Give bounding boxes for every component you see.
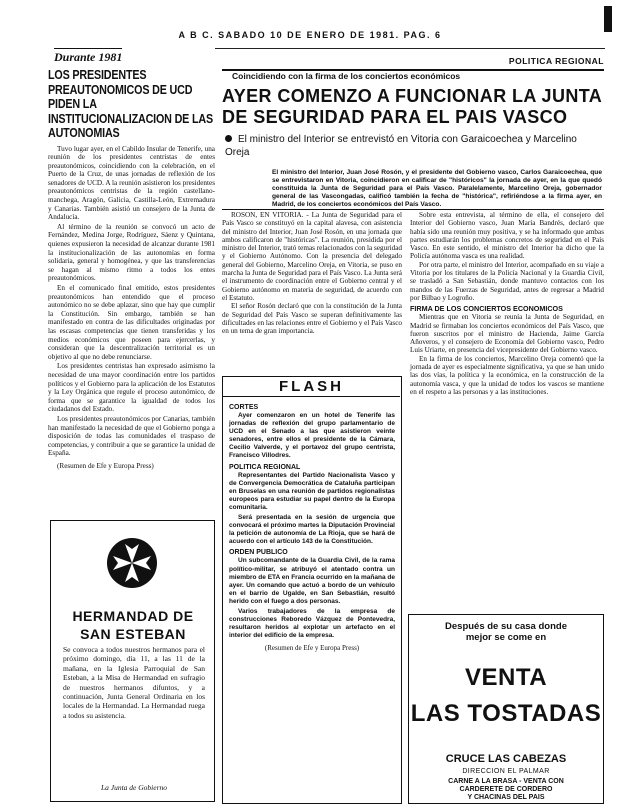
deck-text: El ministro del Interior se entrevistó en Vitoria con Garaicoechea y Marcelino Oreja (225, 134, 577, 158)
flash-body (229, 401, 395, 652)
paragraph: En el comunicado final emitido, estos presidentes preautonómicos han entendido que el proceso autonómico no se debe aplazar, sino que hay que cumplir la Constitución. Sin embargo, también se han manifestado en contra de las dificultades originadas por las escasas competencias que tienen transferidas y los medios económicos que poseen para ejercerlas, y consideran que la descentralización territorial es un objetivo al que no debe renunciarse. (48, 284, 215, 361)
conciertos-subhead: FIRMA DE LOS CONCIERTOS ECONOMICOS (410, 304, 563, 314)
left-article-kicker: Durante 1981 (54, 50, 123, 64)
paragraph: ROSON, EN VITORIA. - La Junta de Seguridad para el País Vasco se constituyó en la capital alavesa, con asistencia del ministro del Interior, Juan José Rosón, en una jornada que ambos calificaron de "históricas". La reunión, presidida por el ministro del Interior, trató temas relacionados con la seguridad y el Gobierno Autónomo. Con la presencia del delegado general del Gobierno, Marcelino Oreja, en Vitoria, se puso en marcha la Junta de Seguridad para el País Vasco. La Junta será el instrumento de coordinación entre el Gobierno central y el Gobierno autónomo en materia de seguridad, de acuerdo con el Estatuto. (222, 211, 402, 302)
flash-item: Varios trabajadores de la empresa de construcciones Reboredo Vázquez de Pontevedra, resultaron heridos al explotar un artefacto en el interior del edificio de la empresa. (229, 607, 395, 640)
venta-ad (408, 614, 604, 804)
ad-title: HERMANDAD DE SAN ESTEBAN (72, 608, 194, 642)
venta-line1: Después de su casa donde (445, 621, 567, 632)
flash-title: FLASH (223, 377, 400, 397)
paragraph: Los presidentes preautonómicos por Canarias, también han manifestado la necesidad de que el Gobierno ponga a disposición de todas las comunidades el traspaso de competencias, y contribuir a que se garantice la unidad de España. (48, 414, 215, 458)
paragraph: Mientras que en Vitoria se reunía la Junta de Seguridad, en Madrid se firmaban los conciertos económicos del País Vasco, que fueron suscritos por el ministro de Hacienda, Jaime García Añoveros, y el consejero de Economía del Gobierno vasco, Pedro Luis Uriarte, en presencia del vicepresidente del Gobierno vasco. (410, 313, 604, 355)
summary-rule (222, 209, 604, 210)
left-article-credit: (Resumen de Efe y Europa Press) (57, 461, 154, 470)
flash-item: Será presentada en la sesión de urgencia que convocará el próximo martes la Diputación Provincial la petición de autonomía de La Rioja, que se hará de acuerdo con el artículo 143 de la Constitución. (229, 514, 395, 546)
venta-word: VENTA (464, 664, 548, 691)
flash-credit: (Resumen de Efe y Europa Press) (264, 644, 360, 653)
venta-line2: mejor se come en (465, 632, 547, 643)
paragraph: El señor Rosón declaró que con la constitución de la Junta de Seguridad del País Vasco se superan definitivamente las dificultades en las relaciones entre el Gobierno y el País Vasco en un tema de gran importancia. (222, 302, 402, 336)
main-article-summary: El ministro del Interior, Juan José Rosón, y el presidente del Gobierno vasco, Carlos Garaicoechea, que se entrevistaron en Vitoria, coincidieron en calificar de "históricos" la jornada de ayer, en la que quedó constituida la Junta de Seguridad para el País Vasco. Paralelamente, Marcelino Oreja, gobernador general de las Vascongadas, calificó también la fecha de "histórica", refiriéndose a la firma ayer, en Madrid, de los conciertos económicos del País Vasco. (272, 169, 602, 208)
maltese-cross-icon (106, 537, 158, 589)
masthead: A B C. SABADO 10 DE ENERO DE 1981. PAG. 6 (178, 30, 442, 40)
main-article-deck (225, 134, 600, 159)
flash-item: Ayer comenzaron en un hotel de Tenerife las jornadas de reflexión del grupo parlamentario de UCD en el Senado a las que asistieron veinte senadores, entre ellos el presidente de la Cámara, Cecilio Valverde, y el portavoz del grupo centrista, Francisco Villodres. (229, 412, 395, 460)
ad-signature: La Junta de Gobierno (100, 783, 168, 792)
venta-ad-intro (409, 621, 603, 643)
venta-cruce: CRUCE LAS CABEZAS (445, 753, 567, 765)
paragraph: Al término de la reunión se convocó un acto de Fernández, Medina Jorge, Rodríguez, Sáenz y Quintana, quienes expusieron la necesidad de alcanzar durante 1981 la institucionalización de las autonomías en forma solidaria, general y homogénea, y que las transferencias se hagan al mismo ritmo a todos los entes preautonómicos. (48, 222, 215, 283)
flash-section-heading: POLITICA REGIONAL (229, 463, 301, 471)
flash-box (222, 376, 402, 804)
main-article-headline: AYER COMENZO A FUNCIONAR LA JUNTA DE SEGURIDAD PARA EL PAIS VASCO (222, 86, 602, 127)
corner-mark (604, 6, 612, 32)
left-article-headline: LOS PRESIDENTES PREAUTONOMICOS DE UCD PIDEN LA INSTITUCIONALIZACION DE LAS AUTONOMIAS (48, 68, 213, 140)
paragraph: Por otra parte, el ministro del Interior, acompañado en su viaje a Vitoria por los titulares de la Policía Nacional y la Guardia Civil, se trasladó a San Sebastián, donde mantuvo contactos con los mandos de las Fuerzas de Seguridad, antes de regresar a Madrid por Bilbao y Logroño. (410, 260, 604, 302)
flash-section-heading: ORDEN PUBLICO (229, 549, 288, 557)
hermandad-ad (50, 520, 215, 802)
left-article (48, 48, 215, 470)
flash-item: Representantes del Partido Nacionalista Vasco y de Convergencia Democrática de Cataluña participan en Bruselas en una reunión de partidos regionalistas europeos para estudiar su papel dentro de la Europa comunitaria. (229, 471, 395, 511)
bullet-icon (225, 135, 232, 142)
main-article-kicker: Coincidiendo con la firma de los conciertos económicos (232, 71, 461, 81)
paragraph: Tuvo lugar ayer, en el Cabildo Insular de Tenerife, una reunión de los presidentes centristas de entes preautonómicos, coincidiendo con la celebración, en el Puerto de la Cruz, de unas jornadas de reflexión de los senadores de UCD. A la reunión asistieron los presidentes preautonómicos centristas de la región castellano-manchega, Aragón, Galicia, Castilla-León, Extremadura y Canarias. También asistió un consejero de la Junta de Andalucía. (48, 144, 215, 222)
flash-section-heading: CORTES (229, 404, 259, 411)
paragraph: En la firma de los conciertos, Marcelino Oreja comentó que la jornada de ayer es especialmente significativa, ya que se han unido las dos vías, la política y la económica, en la construcción de la autonomía vasca, y que la unidad de todos los vascos se mantiene en el respeto a las personas y a las instituciones. (410, 354, 604, 396)
tostadas-word: LAS TOSTADAS (410, 700, 602, 727)
section-label: POLITICA REGIONAL (508, 56, 604, 66)
venta-chacinas: Y CHACINAS DEL PAIS (467, 794, 545, 801)
venta-direccion: DIRECCION EL PALMAR (462, 768, 550, 775)
venta-carne: CARNE A LA BRASA - VENTA CON (448, 778, 564, 785)
paragraph: Sobre esta entrevista, al término de ella, el consejero del Interior del Gobierno vasco, Juan María Bandrés, declaró que había sido una reunión muy positiva, y se ha informado que ambas partes estudiarán los problemas concretos de seguridad en el País Vasco. En este sentido, el ministro del Interior ha dicho que la Policía autónoma vasca es una realidad. (410, 211, 604, 261)
venta-corderos: CARDERETE DE CORDERO (459, 786, 553, 793)
main-article-col-right (410, 211, 604, 396)
left-article-body (48, 145, 215, 458)
main-article-col-mid (222, 211, 402, 335)
paragraph: Los presidentes centristas han expresado asimismo la necesidad de una mayor coordinación entre los partidos políticos y el Gobierno para la aplicación de los Estatutos y la Ley Orgánica que regule el proceso autonómico, de forma que se garantice la igualdad de todos los ciudadanos del Estado. (48, 362, 215, 414)
flash-item: Un subcomandante de la Guardia Civil, de la rama político-militar, se atribuyó el atentado contra un miembro de ETA en Francia ocurrido en la mañana de ayer. Un comando que actuó a bordo de un vehículo en el barrio de Ugalde, en San Sebastián, resultó herido con el fuego a dos personas. (229, 557, 395, 605)
top-rule (215, 48, 605, 49)
ad-text: Se convoca a todos nuestros hermanos para el próximo domingo, día 11, a las 11 de la mañana, en la Iglesia Parroquial de San Esteban, a la Misa de Hermandad en sufragio de nuestros hermanos difuntos, y a continuación, Junta General Ordinaria en los locales de la Hermandad. La Hermandad ruega a todos su asistencia. (63, 645, 205, 720)
